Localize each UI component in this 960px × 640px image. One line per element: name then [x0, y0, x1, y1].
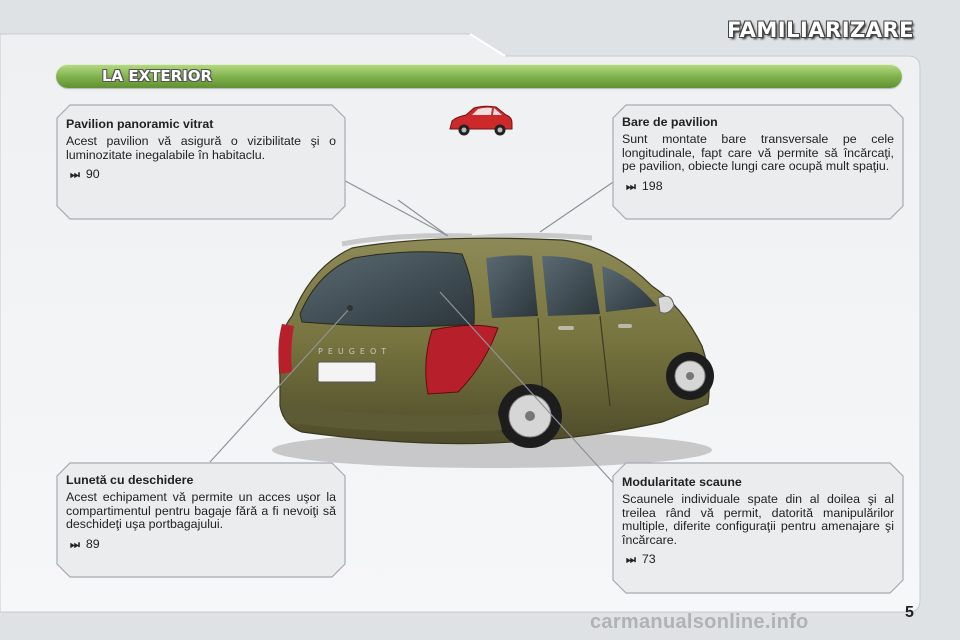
page-reference	[622, 553, 894, 567]
page-header-title: FAMILIARIZARE	[727, 18, 914, 42]
callout-text: Scaunele individuale spate din al doilea şi al treilea rând vă permit, datorită manipulărilor multiple, diferite configuraţii pentru amenajare şi încărcare.	[622, 492, 894, 547]
callout-text: Sunt montate bare transversale pe cele longitudinale, fapt care vă permite să încărcaţi, pe pavilion, obiecte lungi care ocupă mult spaţiu.	[622, 132, 894, 174]
callout-opening-rear-window	[56, 462, 346, 578]
page-reference	[66, 168, 336, 182]
page-reference	[622, 180, 894, 194]
page-reference-number: 73	[641, 552, 656, 567]
callout-text: Acest pavilion vă asigură o vizibilitate şi o luminozitate inegalabile în habitaclu.	[66, 134, 336, 162]
page-reference-number: 89	[85, 536, 100, 551]
page-reference	[66, 538, 336, 552]
fast-forward-icon: ⏭	[626, 180, 636, 193]
svg-text:PEUGEOT: PEUGEOT	[318, 347, 392, 356]
callout-seat-modularity	[612, 462, 904, 594]
page-reference-number: 198	[641, 178, 663, 193]
page-number: 5	[905, 604, 914, 621]
callout-roof-bars	[612, 104, 904, 220]
watermark: carmanualsonline.info	[590, 611, 809, 633]
callout-panoramic-roof	[56, 104, 346, 220]
fast-forward-icon: ⏭	[70, 538, 80, 551]
page-reference-number: 90	[85, 167, 100, 182]
callout-title: Modularitate scaune	[622, 475, 742, 489]
section-title: LA EXTERIOR	[102, 67, 213, 85]
fast-forward-icon: ⏭	[626, 554, 636, 567]
callout-title: Bare de pavilion	[622, 115, 718, 129]
callout-title: Lunetă cu deschidere	[66, 473, 194, 487]
fast-forward-icon: ⏭	[70, 169, 80, 182]
callout-title: Pavilion panoramic vitrat	[66, 117, 214, 131]
callout-text: Acest echipament vă permite un acces uşor la compartimentul pentru bagaje fără a fi nevoiţi să deschideţi uşa portbagajului.	[66, 490, 336, 532]
